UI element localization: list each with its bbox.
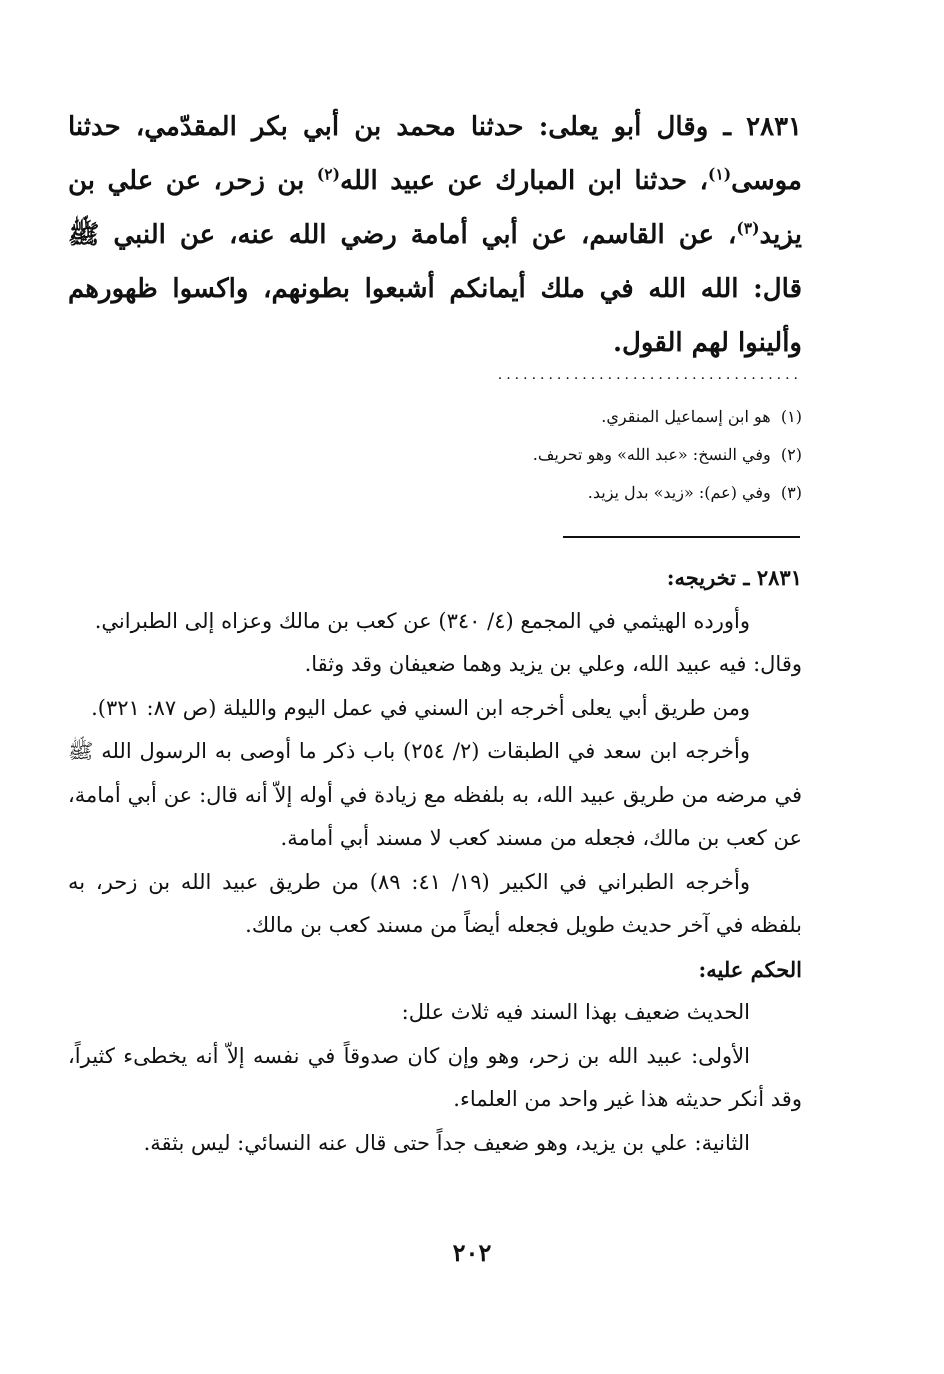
footnote-1: [400, 398, 802, 436]
takhrij-paragraph: وأخرجه ابن سعد في الطبقات (٢/ ٢٥٤) باب ذكر ما أوصى به الرسول الله ﷺ في مرضه من طريق عبيد الله، به بلفظه مع زيادة في أوله إلاّ أنه قال: عن أبي أمامة، عن كعب بن مالك، فجعله من مسند كعب لا مسند أبي أمامة.: [68, 739, 802, 850]
hadith-intro: ٢٨٣١ ـ وقال أبو يعلى: حدثنا محمد بن أبي بكر المقدّمي، حدثنا موسى: [68, 112, 802, 196]
footnote-separator: ....................................: [497, 367, 802, 383]
ruling-paragraph: الثانية: علي بن يزيد، وهو ضعيف جداً حتى قال عنه النسائي: ليس بثقة.: [143, 1130, 750, 1155]
footnotes: [400, 398, 802, 512]
footnote-text: هو ابن إسماعيل المنقري.: [601, 407, 771, 426]
section-divider: [563, 536, 800, 538]
takhrij-heading: ٢٨٣١ ـ تخريجه:: [666, 565, 802, 590]
hadith-part-3: بن زحر، عن علي بن يزيد: [68, 166, 802, 250]
footnote-text: وفي النسخ: «عبد الله» وهو تحريف.: [532, 445, 771, 464]
takhrij-section: [68, 556, 802, 1165]
hadith-part-2: ، حدثنا ابن المبارك عن عبيد الله: [340, 166, 708, 196]
footnote-number: (٢): [780, 445, 802, 464]
hadith-paragraph: [68, 100, 802, 370]
footnote-3: [400, 474, 802, 512]
footnote-number: (٣): [780, 483, 802, 502]
footnote-text: وفي (عم): «زيد» بدل يزيد.: [587, 483, 771, 502]
footnote-number: (١): [780, 407, 802, 426]
page-number: ٢٠٢: [452, 1238, 492, 1267]
takhrij-paragraph: ومن طريق أبي يعلى أخرجه ابن السني في عمل اليوم والليلة (ص ٨٧: ٣٢١).: [91, 695, 750, 720]
hadith-text: [68, 100, 802, 370]
footnote-ref-2: (٢): [316, 164, 341, 184]
hadith-part-4: ، عن القاسم، عن أبي أمامة رضي الله عنه، عن النبي ﷺ قال: الله الله في ملك أيمانكم أشبعوا بطونهم، واكسوا ظهورهم وألينوا لهم القول.: [68, 220, 802, 358]
ruling-paragraph: الأولى: عبيد الله بن زحر، وهو وإن كان صدوقاً في نفسه إلاّ أنه يخطىء كثيراً، وقد أنكر حديثه هذا غير واحد من العلماء.: [68, 1043, 802, 1111]
footnote-ref-1: (١): [708, 164, 732, 184]
footnote-ref-3: (٣): [736, 218, 760, 238]
takhrij-paragraph: وقال: فيه عبيد الله، وعلي بن يزيد وهما ضعيفان وقد وثقا.: [304, 652, 802, 676]
footnote-2: [400, 436, 802, 474]
ruling-paragraph: الحديث ضعيف بهذا السند فيه ثلاث علل:: [401, 1000, 750, 1024]
takhrij-paragraph: وأورده الهيثمي في المجمع (٤/ ٣٤٠) عن كعب بن مالك وعزاه إلى الطبراني.: [94, 608, 750, 633]
takhrij-paragraph: وأخرجه الطبراني في الكبير (١٩/ ٤١: ٨٩) من طريق عبيد الله بن زحر، به بلفظه في آخر حديث طويل فجعله أيضاً من مسند كعب بن مالك.: [68, 869, 802, 937]
ruling-heading: الحكم عليه:: [698, 956, 802, 982]
